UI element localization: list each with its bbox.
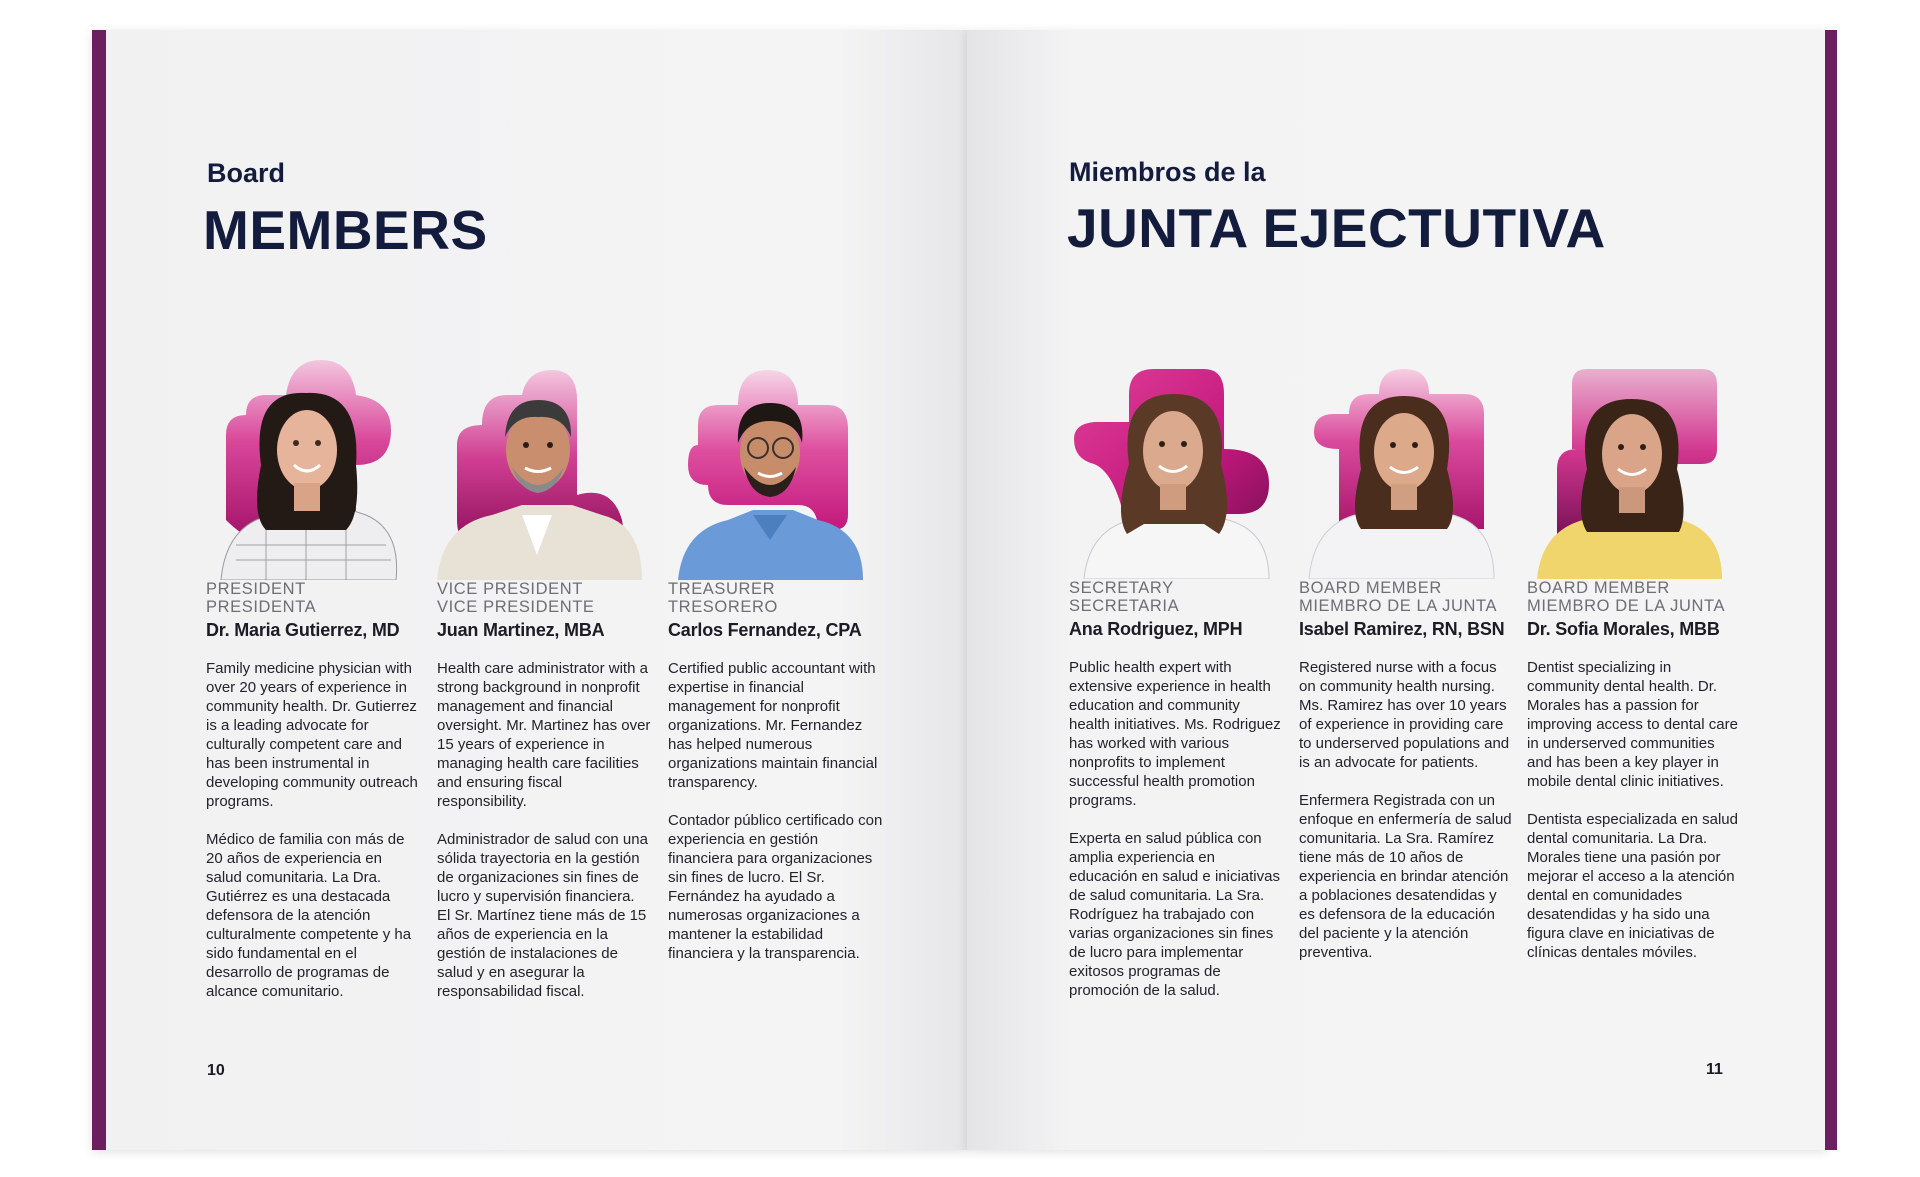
- member-name: Isabel Ramirez, RN, BSN: [1299, 619, 1505, 639]
- member-card: [437, 355, 657, 1001]
- member-role-es: SECRETARIA: [1069, 597, 1180, 615]
- portrait-graphic: [668, 355, 888, 580]
- portrait: [668, 355, 888, 580]
- member-bio-es: Enfermera Registrada con un enfoque en enfermería de salud comunitaria. La Sra. Ramírez tiene más de 10 años de experiencia en brindar atención a poblaciones desatendidas y es defensora de la educación del paciente y la atención preventiva.: [1299, 792, 1512, 961]
- member-card: [1527, 354, 1747, 962]
- member-name: Ana Rodriguez, MPH: [1069, 619, 1243, 639]
- member-role-es: MIEMBRO DE LA JUNTA: [1299, 597, 1498, 615]
- member-role-es: PRESIDENTA: [206, 598, 317, 616]
- page-number-right: 11: [1706, 1061, 1723, 1078]
- member-role-es: VICE PRESIDENTE: [437, 598, 595, 616]
- member-bio-es: Dentista especializada en salud dental comunitaria. La Dra. Morales tiene una pasión por mejorar el acceso a la atención dental en comunidades desatendidas y ha sido una figura clave en iniciativas de clínicas dentales móviles.: [1527, 811, 1738, 961]
- page-number-left: 10: [207, 1062, 225, 1079]
- member-role-en: PRESIDENT: [206, 580, 306, 598]
- member-bio-es: Contador público certificado con experiencia en gestión financiera para organizaciones sin fines de lucro. El Sr. Fernández ha ayudado a numerosas organizaciones a mantener la estabilidad financiera y la transparencia.: [668, 812, 883, 962]
- member-name: Juan Martinez, MBA: [437, 620, 605, 640]
- portrait: [437, 355, 657, 580]
- portrait: [1299, 354, 1519, 579]
- member-bio-en: Certified public accountant with expertise in financial management for nonprofit organizations. Mr. Fernandez has helped numerous organizations maintain financial transparency.: [668, 660, 878, 791]
- member-bio-es: Administrador de salud con una sólida trayectoria en la gestión de organizaciones sin fines de lucro y supervisión financiera. El Sr. Martínez tiene más de 15 años de experiencia en la gestión de instalaciones de salud y en asegurar la responsabilidad fiscal.: [437, 831, 648, 1000]
- member-bio-en: Family medicine physician with over 20 years of experience in community health. Dr. Gutierrez is a leading advocate for culturally competent care and has been instrumental in developing community outreach programs.: [206, 660, 418, 810]
- member-name: Carlos Fernandez, CPA: [668, 620, 862, 640]
- member-role-es: TRESORERO: [668, 598, 778, 616]
- member-card: [206, 355, 426, 1001]
- member-bio-en: Registered nurse with a focus on community health nursing. Ms. Ramirez has over 10 years of experience in providing care to underserved populations and is an advocate for patients.: [1299, 659, 1510, 771]
- portrait: [206, 355, 426, 580]
- portrait-graphic: [1069, 354, 1289, 579]
- portrait: [1527, 354, 1747, 579]
- member-role-en: VICE PRESIDENT: [437, 580, 583, 598]
- member-card: [668, 355, 888, 963]
- portrait-graphic: [437, 355, 657, 580]
- member-bio-en: Dentist specializing in community dental health. Dr. Morales has a passion for improving access to dental care in underserved communities and has been a key player in mobile dental clinic initiatives.: [1527, 659, 1738, 790]
- member-bio-en: Public health expert with extensive experience in health education and community health initiatives. Ms. Rodriguez has worked with various nonprofits to implement successful health promotion programs.: [1069, 659, 1281, 809]
- left-page-edge: [92, 30, 106, 1150]
- member-name: Dr. Maria Gutierrez, MD: [206, 620, 400, 640]
- portrait-graphic: [1527, 354, 1747, 579]
- portrait-graphic: [206, 355, 426, 580]
- member-bio-en: Health care administrator with a strong background in nonprofit management and financial oversight. Mr. Martinez has over 15 years of experience in managing health care facilities and ensuring fiscal responsibility.: [437, 660, 651, 810]
- left-kicker: Board: [207, 158, 286, 188]
- right-page-edge: [1825, 30, 1837, 1150]
- member-bio-es: Médico de familia con más de 20 años de experiencia en salud comunitaria. La Dra. Gutiérrez es una destacada defensora de la atención culturalmente competente y ha sido fundamental en el desarrollo de programas de alcance comunitario.: [206, 831, 412, 1000]
- member-role-en: SECRETARY: [1069, 579, 1174, 597]
- portrait-graphic: [1299, 354, 1519, 579]
- member-role-en: BOARD MEMBER: [1299, 579, 1442, 597]
- member-role-es: MIEMBRO DE LA JUNTA: [1527, 597, 1726, 615]
- right-heading: JUNTA EJECTUTIVA: [1067, 197, 1606, 259]
- portrait: [1069, 354, 1289, 579]
- member-bio-es: Experta en salud pública con amplia experiencia en educación en salud e iniciativas de salud comunitaria. La Sra. Rodríguez ha trabajado con varias organizaciones sin fines de lucro para implementar exitosos programas de promoción de la salud.: [1069, 830, 1280, 999]
- member-role-en: TREASURER: [668, 580, 776, 598]
- member-role-en: BOARD MEMBER: [1527, 579, 1670, 597]
- left-heading: MEMBERS: [203, 199, 488, 261]
- right-kicker: Miembros de la: [1069, 157, 1266, 187]
- member-card: [1069, 354, 1289, 1000]
- member-name: Dr. Sofia Morales, MBB: [1527, 619, 1720, 639]
- member-card: [1299, 354, 1519, 962]
